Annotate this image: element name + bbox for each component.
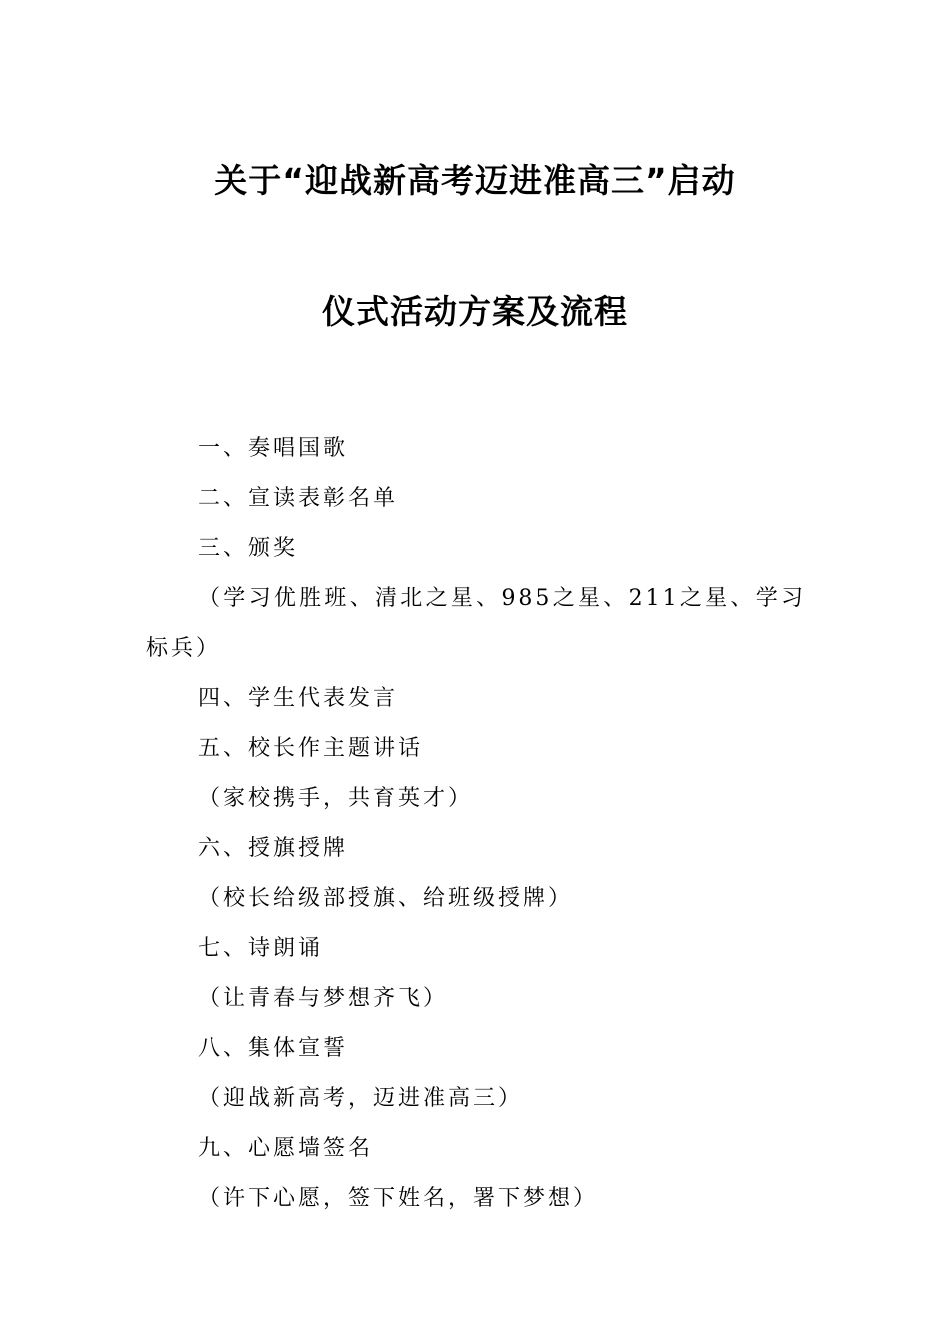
item-flag-plaque: 六、授旗授牌 [198, 836, 349, 861]
item-oath: 八、集体宣誓 [198, 1036, 349, 1061]
item-poem-recital-detail: （让青春与梦想齐飞） [198, 986, 449, 1011]
item-wish-wall: 九、心愿墙签名 [198, 1136, 374, 1161]
item-student-speech: 四、学生代表发言 [198, 686, 399, 711]
item-wish-wall-detail: （许下心愿，签下姓名，署下梦想） [198, 1186, 599, 1211]
item-flag-plaque-detail: （校长给级部授旗、给班级授牌） [198, 886, 574, 911]
item-anthem: 一、奏唱国歌 [198, 436, 349, 461]
document-title-line-1: 关于“迎战新高考迈进准高三”启动 [214, 161, 736, 200]
item-awards: 三、颁奖 [198, 536, 299, 561]
item-poem-recital: 七、诗朗诵 [198, 936, 324, 961]
item-awards-detail: （学习优胜班、清北之星、985之星、211之星、学习标兵） [146, 586, 806, 661]
document-body [146, 424, 806, 1224]
item-oath-detail: （迎战新高考，迈进准高三） [198, 1086, 524, 1111]
item-principal-speech: 五、校长作主题讲话 [198, 736, 424, 761]
item-principal-speech-detail: （家校携手，共育英才） [198, 786, 474, 811]
document-title-line-2: 仪式活动方案及流程 [322, 292, 628, 331]
item-commendation-list: 二、宣读表彰名单 [198, 486, 399, 511]
